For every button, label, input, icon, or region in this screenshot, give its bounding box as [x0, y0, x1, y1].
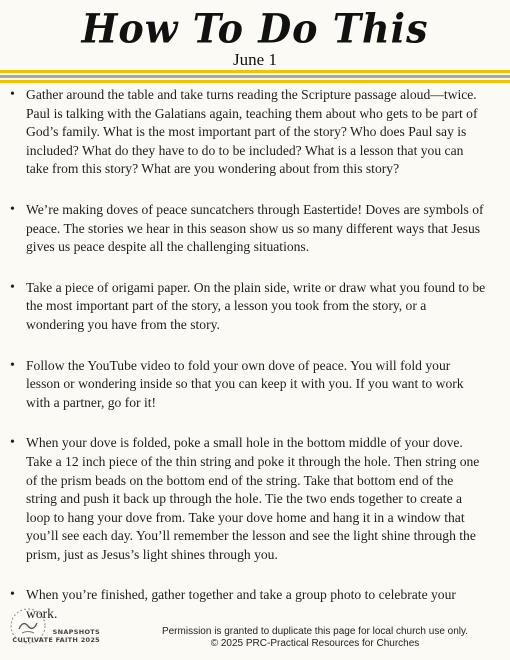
instruction-item — [10, 357, 486, 413]
bullet-icon: • — [10, 201, 15, 217]
instruction-item — [10, 201, 486, 257]
divider-stripe-yellow — [0, 70, 510, 73]
permission-notice — [150, 626, 480, 650]
instruction-item — [10, 586, 486, 623]
bullet-icon: • — [10, 435, 15, 451]
logo-line-snapshots: SNAPSHOTS — [52, 628, 100, 636]
page-date: June 1 — [233, 50, 277, 69]
permission-text: Permission is granted to duplicate this page for local church use only. — [161, 626, 469, 637]
instruction-text: Follow the YouTube video to fold your own dove of peace. You will fold your lesson or wondering inside so that you can keep it with you. If you want to work with a partner, go for it! — [26, 357, 464, 410]
instruction-text: We’re making doves of peace suncatchers through Eastertide! Doves are symbols of peace. The stories we hear in this season show us so many different ways that Jesus gives us peace despite all the challenging situations. — [26, 201, 484, 255]
divider-stripe-yellow — [0, 80, 510, 83]
instruction-text: Take a piece of origami paper. On the plain side, write or draw what you found to be the most important part of the story, a lesson you took from the story, or a wondering you have from the story. — [26, 279, 486, 332]
instruction-item — [10, 86, 486, 179]
instruction-item — [10, 434, 486, 564]
instruction-list — [0, 86, 510, 624]
instruction-text: Gather around the table and take turns reading the Scripture passage aloud—twice. Paul is talking with the Galatians again, teaching them about who gets to be part of God’s family. What is the most important part of the story? Who does Paul say is included? What do they have to do to be included? What is a lesson that you can take from this story? What are you wondering about from this story? — [26, 87, 478, 177]
bullet-icon: • — [10, 279, 15, 295]
bullet-icon: • — [10, 357, 15, 373]
header-divider — [0, 70, 510, 85]
bullet-icon: • — [10, 587, 15, 603]
bullet-icon: • — [10, 87, 15, 102]
instructions — [0, 86, 510, 646]
logo-line-cultivate: CULTIVATE FAITH 2025 — [12, 636, 100, 644]
instruction-text: When you’re finished, gather together and take a group photo to celebrate your work. — [26, 587, 456, 622]
instruction-item — [10, 279, 486, 335]
page-title: How To Do This — [81, 4, 429, 53]
divider-stripe-gray — [0, 75, 510, 78]
instruction-text: When your dove is folded, poke a small hole in the bottom middle of your dove. Take a 12 inch piece of the thin string and poke it through the hole. Then string one of the prism beads on the bottom end of the string. Take that bottom end of the string and push it back up through the hole. Tie the two ends together to create a loop to hang your dove from. Take your dove home and hang it in a window that you’ll see each day. You’ll remember the lesson and see the light shine through the prism, just as Jesus’s light shines through you. — [26, 435, 480, 562]
footer-logo-text — [6, 628, 100, 644]
copyright-text: © 2025 PRC-Practical Resources for Churches — [210, 638, 420, 649]
